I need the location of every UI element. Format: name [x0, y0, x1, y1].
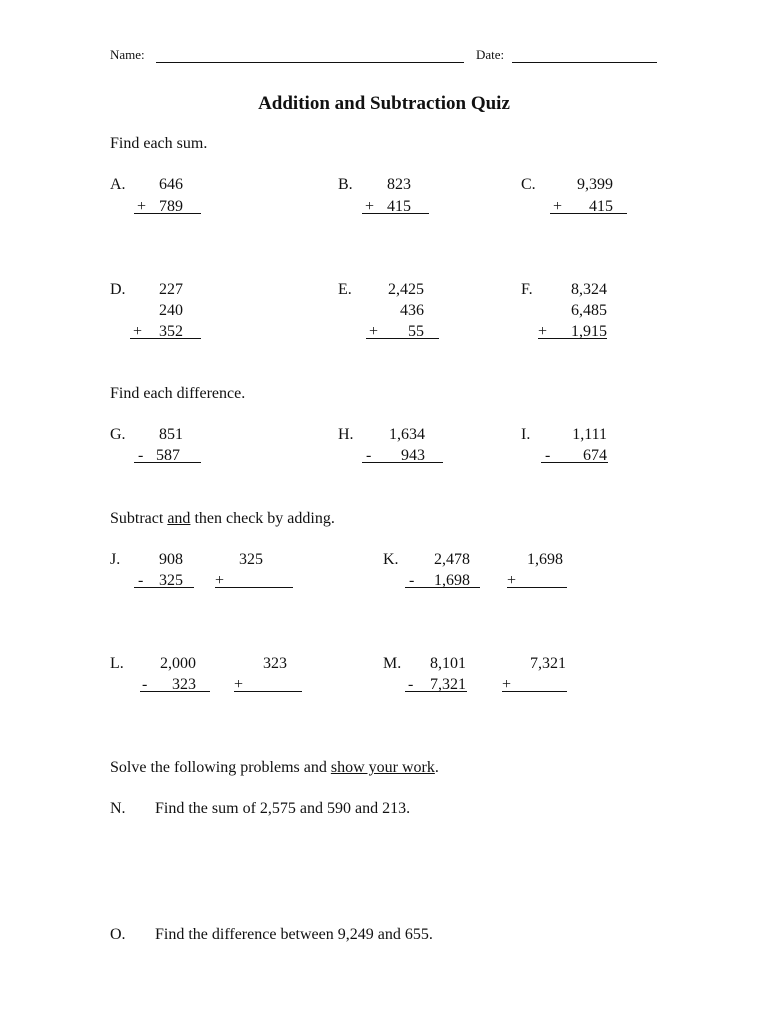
- problem-m-bottom: 7,321: [430, 676, 466, 693]
- problem-i-op: -: [545, 447, 551, 464]
- problem-m-label: M.: [383, 655, 402, 672]
- problem-o-label: O.: [110, 926, 126, 943]
- problem-o-text: Find the difference between 9,249 and 655.: [155, 926, 433, 943]
- section4-instruction: Solve the following problems and show your work.: [110, 759, 439, 776]
- problem-i-label: I.: [521, 426, 531, 443]
- problem-m-check-line: [502, 691, 567, 692]
- problem-m-top: 8,101: [430, 655, 466, 672]
- problem-a-label: A.: [110, 176, 126, 193]
- problem-d-top: 227: [159, 281, 183, 298]
- problem-j-line: [134, 587, 194, 588]
- problem-k-check-op: +: [507, 572, 517, 589]
- problem-l-label: L.: [110, 655, 124, 672]
- problem-h-bottom: 943: [401, 447, 425, 464]
- problem-b-op: +: [365, 198, 375, 215]
- problem-a-op: +: [137, 198, 147, 215]
- date-label: Date:: [476, 47, 505, 62]
- problem-l-top: 2,000: [160, 655, 196, 672]
- name-label: Name:: [110, 47, 145, 62]
- problem-j-label: J.: [110, 551, 121, 568]
- problem-l-bottom: 323: [172, 676, 196, 693]
- problem-b-top: 823: [387, 176, 411, 193]
- section2-instruction: Find each difference.: [110, 385, 246, 402]
- problem-m-line: [405, 691, 467, 692]
- problem-c-bottom: 415: [589, 198, 613, 215]
- section1-instruction: Find each sum.: [110, 135, 208, 152]
- problem-j-check-line: [215, 587, 293, 588]
- name-field[interactable]: [156, 62, 464, 63]
- problem-k-op: -: [409, 572, 415, 589]
- problem-k-top: 2,478: [434, 551, 470, 568]
- problem-c-top: 9,399: [577, 176, 613, 193]
- problem-d-bottom: 352: [159, 323, 183, 340]
- problem-h-line: [362, 462, 443, 463]
- problem-g-top: 851: [159, 426, 183, 443]
- problem-e-mid: 436: [400, 302, 424, 319]
- problem-d-mid: 240: [159, 302, 183, 319]
- problem-g-op: -: [138, 447, 144, 464]
- problem-g-label: G.: [110, 426, 126, 443]
- problem-a-top: 646: [159, 176, 183, 193]
- problem-e-top: 2,425: [388, 281, 424, 298]
- problem-j-check-top: 325: [239, 551, 263, 568]
- problem-b-bottom: 415: [387, 198, 411, 215]
- problem-m-check-op: +: [502, 676, 512, 693]
- problem-l-check-line: [234, 691, 302, 692]
- problem-h-label: H.: [338, 426, 354, 443]
- problem-k-check-top: 1,698: [527, 551, 563, 568]
- problem-i-bottom: 674: [583, 447, 607, 464]
- problem-k-bottom: 1,698: [434, 572, 470, 589]
- problem-k-line: [405, 587, 480, 588]
- problem-j-op: -: [138, 572, 144, 589]
- page-title: Addition and Subtraction Quiz: [258, 93, 510, 114]
- problem-n-label: N.: [110, 800, 126, 817]
- problem-d-label: D.: [110, 281, 126, 298]
- problem-c-label: C.: [521, 176, 536, 193]
- problem-j-check-op: +: [215, 572, 225, 589]
- problem-f-bottom: 1,915: [571, 323, 607, 340]
- problem-h-op: -: [366, 447, 372, 464]
- problem-e-bottom: 55: [408, 323, 424, 340]
- problem-a-bottom: 789: [159, 198, 183, 215]
- problem-h-top: 1,634: [389, 426, 425, 443]
- problem-f-label: F.: [521, 281, 533, 298]
- section3-instruction: Subtract and then check by adding.: [110, 510, 335, 527]
- problem-l-line: [140, 691, 210, 692]
- problem-c-line: [550, 213, 627, 214]
- problem-f-mid: 6,485: [571, 302, 607, 319]
- problem-l-check-top: 323: [263, 655, 287, 672]
- problem-j-bottom: 325: [159, 572, 183, 589]
- problem-m-op: -: [408, 676, 414, 693]
- problem-f-line: [538, 338, 607, 339]
- problem-g-bottom: 587: [156, 447, 180, 464]
- problem-l-op: -: [142, 676, 148, 693]
- problem-n-text: Find the sum of 2,575 and 590 and 213.: [155, 800, 411, 817]
- problem-a-line: [134, 213, 201, 214]
- problem-b-line: [362, 213, 429, 214]
- problem-i-line: [541, 462, 608, 463]
- problem-d-op: +: [133, 323, 143, 340]
- problem-f-op: +: [538, 323, 548, 340]
- problem-c-op: +: [553, 198, 563, 215]
- date-field[interactable]: [512, 62, 657, 63]
- problem-g-line: [134, 462, 201, 463]
- problem-e-label: E.: [338, 281, 352, 298]
- problem-i-top: 1,111: [572, 426, 607, 443]
- problem-d-line: [130, 338, 201, 339]
- problem-f-top: 8,324: [571, 281, 607, 298]
- problem-k-check-line: [507, 587, 567, 588]
- problem-b-label: B.: [338, 176, 353, 193]
- problem-j-top: 908: [159, 551, 183, 568]
- problem-k-label: K.: [383, 551, 399, 568]
- problem-m-check-top: 7,321: [530, 655, 566, 672]
- problem-l-check-op: +: [234, 676, 244, 693]
- problem-e-line: [366, 338, 439, 339]
- problem-e-op: +: [369, 323, 379, 340]
